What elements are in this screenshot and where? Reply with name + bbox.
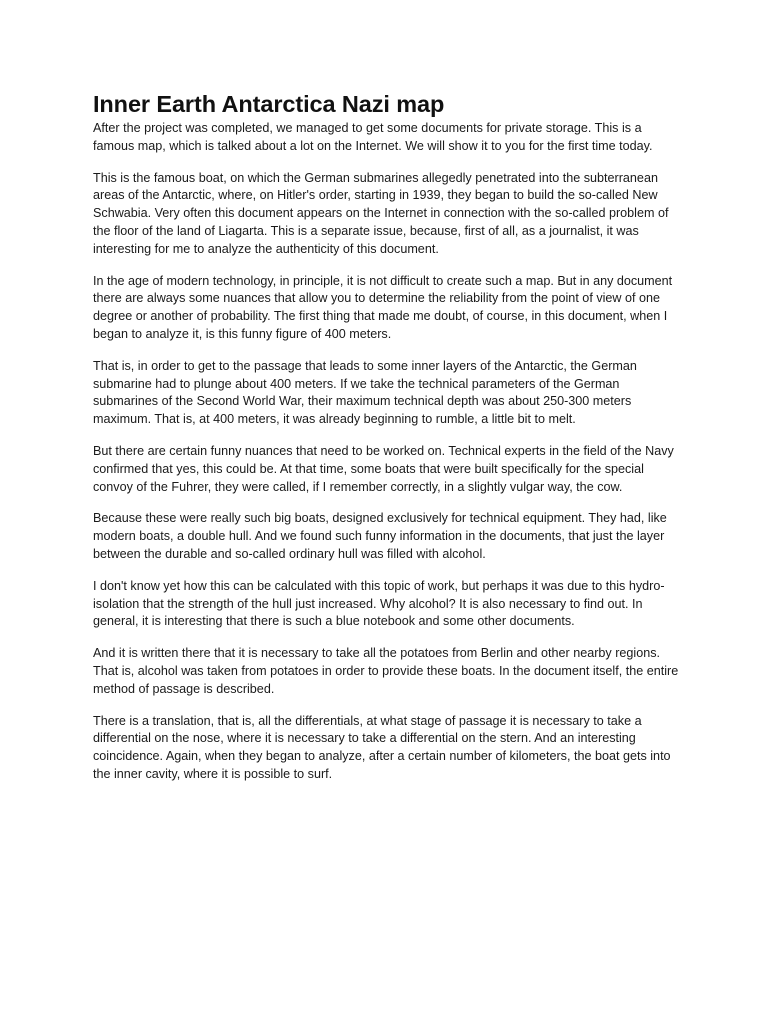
document-title: Inner Earth Antarctica Nazi map: [93, 91, 445, 117]
document-page: [93, 88, 681, 798]
paragraph-5: But there are certain funny nuances that need to be worked on. Technical experts in the field of the Navy confirmed that yes, this could be. At that time, some boats that were built specifically for the special convoy of the Fuhrer, they were called, if I remember correctly, in a slightly vulgar way, the cow.: [93, 443, 674, 494]
paragraph-2: This is the famous boat, on which the German submarines allegedly penetrated into the subterranean areas of the Antarctic, where, on Hitler's order, starting in 1939, they began to build the so-called New Schwabia. Very often this document appears on the Internet in connection with the so-called problem of the floor of the land of Liagarta. This is a separate issue, because, first of all, as a journalist, it was interesting for me to analyze the authenticity of this document.: [93, 170, 669, 256]
paragraph-3: In the age of modern technology, in principle, it is not difficult to create such a map. But in any document there are always some nuances that allow you to determine the reliability from the point of view of one degree or another of probability. The first thing that made me doubt, of course, in this document, when I began to analyze it, is this funny figure of 400 meters.: [93, 273, 673, 341]
paragraph-4: That is, in order to get to the passage that leads to some inner layers of the Antarctic, the German submarine had to plunge about 400 meters. If we take the technical parameters of the German submarines of the Second World War, their maximum technical depth was about 250-300 meters maximum. That is, at 400 meters, it was already beginning to rumble, a little bit to melt.: [93, 358, 637, 427]
paragraph-7: I don't know yet how this can be calculated with this topic of work, but perhaps it was due to this hydro-isolation that the strength of the hull just increased. Why alcohol? It is also necessary to find out. In general, it is interesting that there is such a blue notebook and some other documents.: [93, 578, 665, 629]
paragraph-1: After the project was completed, we managed to get some documents for private storage. This is a famous map, which is talked about a lot on the Internet. We will show it to you for the first time today.: [93, 121, 653, 153]
paragraph-8: And it is written there that it is necessary to take all the potatoes from Berlin and other nearby regions. That is, alcohol was taken from potatoes in order to provide these boats. In the document itself, the entire method of passage is described.: [93, 646, 679, 696]
paragraph-9: There is a translation, that is, all the differentials, at what stage of passage it is necessary to take a differential on the nose, where it is necessary to take a differential on the stern. And an interesting coincidence. Again, when they began to analyze, after a certain number of kilometers, the boat gets into the inner cavity, where it is possible to surf.: [93, 713, 671, 781]
paragraph-6: Because these were really such big boats, designed exclusively for technical equipment. They had, like modern boats, a double hull. And we found such funny information in the documents, that just the layer between the durable and so-called ordinary hull was filled with alcohol.: [93, 511, 667, 561]
